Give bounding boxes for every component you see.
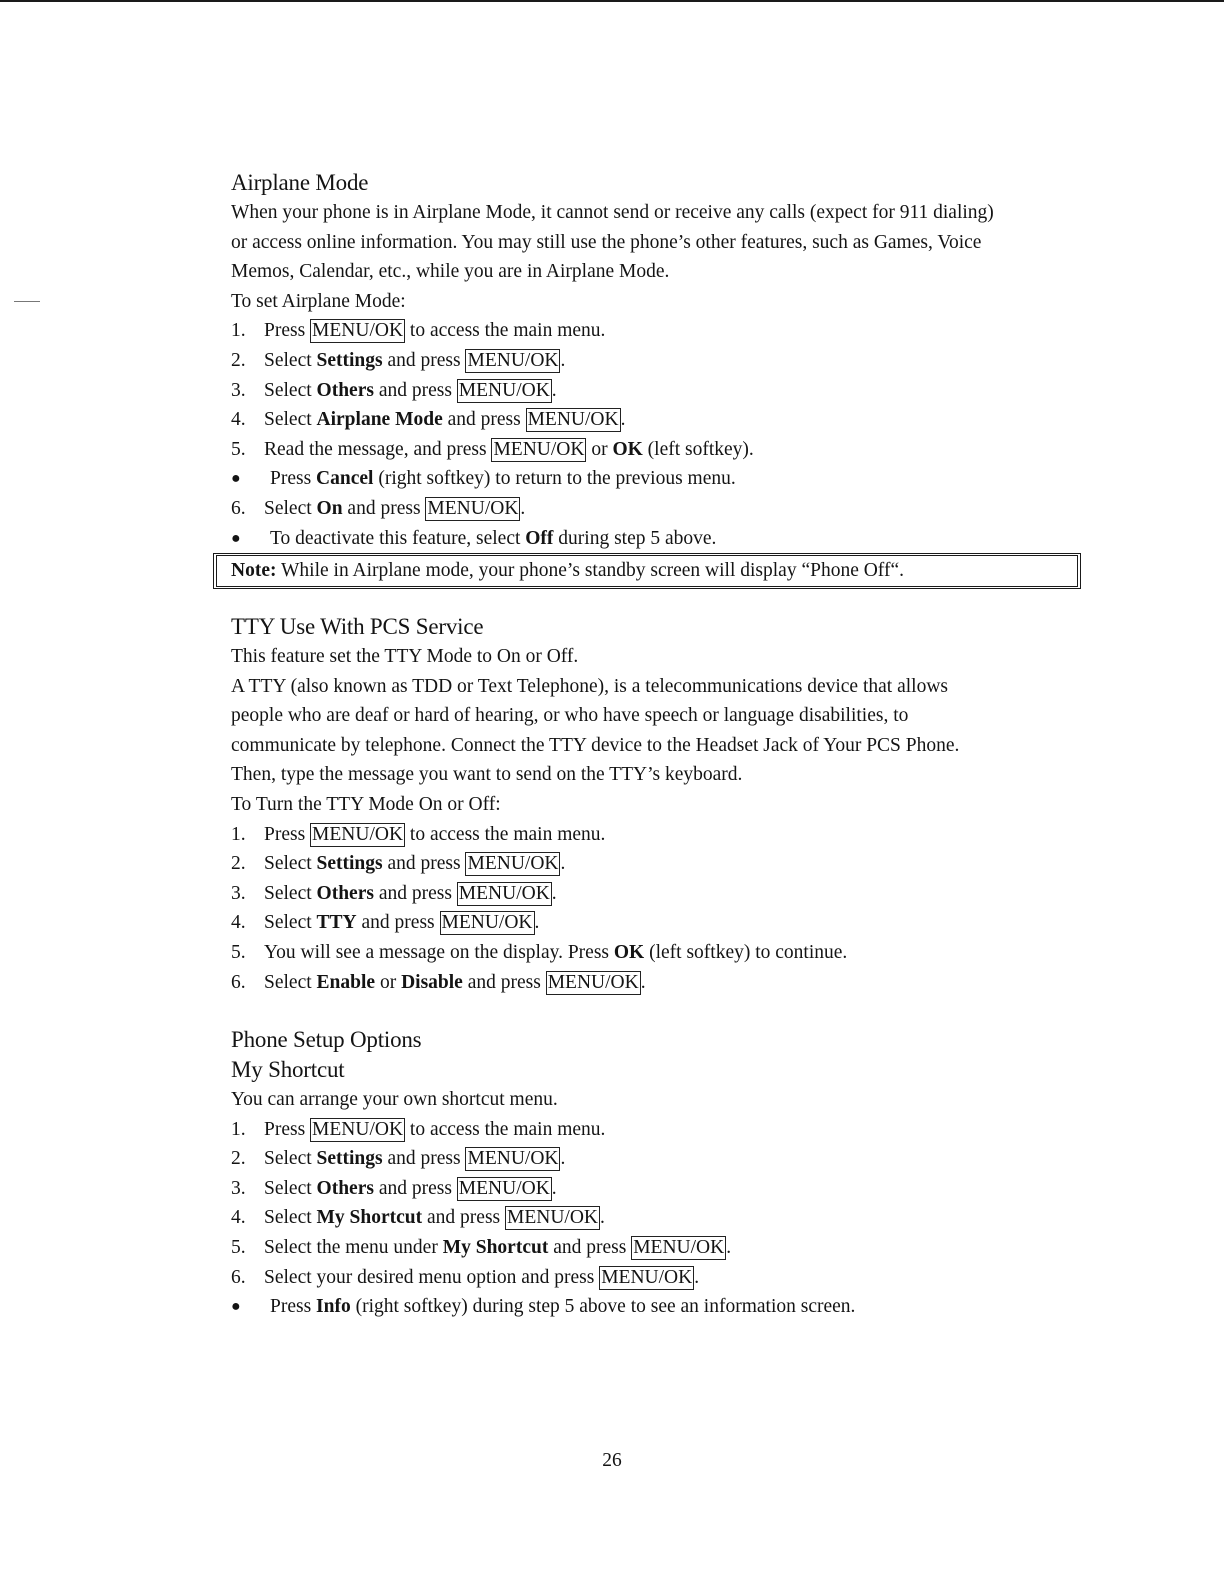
step-text: Select <box>264 912 317 934</box>
menu-ok-key: MENU/OK <box>312 1118 404 1140</box>
step-text: Select <box>264 409 317 431</box>
step-text: . <box>694 1266 700 1288</box>
airplane-step-1 <box>231 316 1071 346</box>
heading-my-shortcut: My Shortcut <box>231 1057 345 1082</box>
section-airplane-mode <box>231 168 1071 553</box>
step-bold: TTY <box>316 912 357 934</box>
bullet-icon: ● <box>231 470 241 488</box>
step-number: 1. <box>231 1118 246 1140</box>
tty-p1: This feature set the TTY Mode to On or Off. <box>231 646 579 667</box>
step-text: Select <box>264 853 317 875</box>
step-text: Press <box>264 320 311 342</box>
step-text: Select <box>264 882 317 904</box>
step-number: 6. <box>231 971 246 993</box>
step-number: 1. <box>231 823 246 845</box>
tty-p2-line: people who are deaf or hard of hearing, or who have speech or language disabilities, to <box>231 705 909 727</box>
step-text: and press <box>382 349 466 371</box>
menu-ok-key: MENU/OK <box>507 1207 599 1229</box>
airplane-step-4 <box>231 405 1071 435</box>
airplane-intro <box>231 198 1071 287</box>
step-bold: Info <box>316 1296 351 1318</box>
setup-step-4 <box>231 1203 1071 1233</box>
step-number: 5. <box>231 438 246 460</box>
step-text: and press <box>382 1148 466 1170</box>
airplane-note-box <box>213 553 1081 589</box>
step-text: . <box>726 1236 732 1258</box>
airplane-step-2 <box>231 346 1071 376</box>
step-text: (left softkey). <box>642 438 754 460</box>
step-bold: Airplane Mode <box>316 409 443 431</box>
tty-step-2 <box>231 849 1071 879</box>
step-text: or <box>375 971 402 993</box>
menu-ok-key: MENU/OK <box>458 379 550 401</box>
menu-ok-key: MENU/OK <box>467 349 559 371</box>
setup-step-3 <box>231 1174 1071 1204</box>
menu-ok-key: MENU/OK <box>633 1236 725 1258</box>
step-number: 3. <box>231 379 246 401</box>
step-number: 3. <box>231 1177 246 1199</box>
step-number: 5. <box>231 1236 246 1258</box>
step-text: Select <box>264 1207 317 1229</box>
tty-p2 <box>231 672 1071 790</box>
step-text: Select the menu under <box>264 1236 443 1258</box>
heading-phone-setup: Phone Setup Options <box>231 1027 422 1052</box>
step-bold: On <box>316 497 343 519</box>
step-text: Select <box>264 379 317 401</box>
tty-lead: To Turn the TTY Mode On or Off: <box>231 793 501 815</box>
step-number: 4. <box>231 912 246 934</box>
setup-step-2 <box>231 1144 1071 1174</box>
step-text: or <box>586 438 613 460</box>
step-bold: Others <box>316 379 374 401</box>
step-text: during step 5 above. <box>553 527 717 549</box>
step-bold: Others <box>316 1177 374 1199</box>
airplane-lead: To set Airplane Mode: <box>231 290 406 312</box>
tty-step-3 <box>231 879 1071 909</box>
airplane-step-5 <box>231 435 1071 465</box>
step-number: 4. <box>231 1207 246 1229</box>
step-text: . <box>560 349 566 371</box>
step-bold: Enable <box>316 971 376 993</box>
step-number: 6. <box>231 1266 246 1288</box>
step-text: Press <box>270 1296 317 1318</box>
top-rule <box>0 0 1224 2</box>
step-text: and press <box>442 409 526 431</box>
step-number: 2. <box>231 853 246 875</box>
step-text: and press <box>373 379 457 401</box>
step-text: . <box>640 971 646 993</box>
step-text: . <box>600 1207 605 1229</box>
step-bold: OK <box>613 941 645 963</box>
bullet-icon: ● <box>231 529 241 547</box>
step-text: . <box>620 409 626 431</box>
step-number: 2. <box>231 349 246 371</box>
step-number: 4. <box>231 409 246 431</box>
step-text: . <box>520 497 526 519</box>
airplane-intro-line: or access online information. You may still use the phone’s other features, such as Games, Voice <box>231 231 982 253</box>
step-text: and press <box>373 882 457 904</box>
section-tty <box>231 612 1071 997</box>
airplane-step-3 <box>231 376 1071 406</box>
tty-step-4 <box>231 908 1071 938</box>
step-number: 3. <box>231 882 246 904</box>
bullet-icon: ● <box>231 1298 241 1316</box>
step-text: and press <box>462 971 546 993</box>
airplane-intro-line: When your phone is in Airplane Mode, it cannot send or receive any calls (expect for 911 dialing) <box>231 202 994 223</box>
setup-step-1 <box>231 1115 1071 1145</box>
step-bold: Off <box>525 527 554 549</box>
tty-p2-line: communicate by telephone. Connect the TTY device to the Headset Jack of Your PCS Phone. <box>231 734 960 756</box>
step-text: (right softkey) to return to the previous menu. <box>373 468 736 490</box>
step-text: Select <box>264 349 317 371</box>
tty-step-1 <box>231 820 1071 850</box>
step-text: (right softkey) during step 5 above to see an information screen. <box>350 1296 856 1318</box>
step-text: . <box>534 912 540 934</box>
page-number: 26 <box>602 1450 622 1471</box>
step-text: Select <box>264 971 317 993</box>
step-text: and press <box>422 1207 506 1229</box>
note-text: While in Airplane mode, your phone’s standby screen will display “Phone Off“. <box>276 560 904 581</box>
menu-ok-key: MENU/OK <box>601 1266 693 1288</box>
step-number: 6. <box>231 497 246 519</box>
step-text: Select <box>264 1148 317 1170</box>
step-text: To deactivate this feature, select <box>270 527 526 549</box>
setup-bullet-1 <box>231 1292 1071 1322</box>
step-text: and press <box>382 853 466 875</box>
airplane-bullet-2 <box>231 524 1071 554</box>
step-text: and press <box>342 497 426 519</box>
menu-ok-key: MENU/OK <box>467 853 559 875</box>
menu-ok-key: MENU/OK <box>493 438 585 460</box>
step-bold: Settings <box>316 853 383 875</box>
note-label: Note: <box>231 560 277 581</box>
step-bold: My Shortcut <box>316 1207 423 1229</box>
tty-step-5 <box>231 938 1071 968</box>
tty-step-6 <box>231 968 1071 998</box>
menu-ok-key: MENU/OK <box>312 320 404 342</box>
menu-ok-key: MENU/OK <box>547 971 639 993</box>
step-bold: OK <box>612 438 643 460</box>
airplane-step-6 <box>231 494 1071 524</box>
step-text: to access the main menu. <box>405 823 606 845</box>
step-text: (left softkey) to continue. <box>644 941 848 963</box>
step-text: You will see a message on the display. Press <box>264 941 614 963</box>
step-text: Select <box>264 1177 317 1199</box>
setup-p1: You can arrange your own shortcut menu. <box>231 1089 558 1110</box>
step-text: and press <box>548 1236 632 1258</box>
tty-p2-line: A TTY (also known as TDD or Text Telephone), is a telecommunications device that allows <box>231 675 948 697</box>
airplane-bullet-1 <box>231 464 1071 494</box>
step-text: . <box>551 1177 557 1199</box>
step-number: 1. <box>231 320 246 342</box>
menu-ok-key: MENU/OK <box>427 497 519 519</box>
step-number: 2. <box>231 1148 246 1170</box>
step-bold: Settings <box>316 349 383 371</box>
step-number: 5. <box>231 941 246 963</box>
step-bold: Disable <box>401 971 463 993</box>
step-text: and press <box>356 912 440 934</box>
menu-ok-key: MENU/OK <box>312 823 404 845</box>
step-text: . <box>560 1148 566 1170</box>
step-text: Press <box>270 468 317 490</box>
menu-ok-key: MENU/OK <box>458 882 550 904</box>
menu-ok-key: MENU/OK <box>458 1177 550 1199</box>
step-bold: Settings <box>316 1148 383 1170</box>
step-text: . <box>551 379 557 401</box>
step-text: Read the message, and press <box>264 438 492 460</box>
tty-p2-line: Then, type the message you want to send on the TTY’s keyboard. <box>231 764 743 786</box>
heading-airplane-mode: Airplane Mode <box>231 170 369 195</box>
step-text: Select your desired menu option and press <box>264 1266 600 1288</box>
heading-tty: TTY Use With PCS Service <box>231 614 484 639</box>
step-text: . <box>560 853 566 875</box>
step-bold: Cancel <box>316 468 374 490</box>
setup-step-5 <box>231 1233 1071 1263</box>
step-text: Select <box>264 497 317 519</box>
menu-ok-key: MENU/OK <box>441 912 533 934</box>
step-text: to access the main menu. <box>405 1118 606 1140</box>
step-text: and press <box>373 1177 457 1199</box>
step-text: Press <box>264 823 311 845</box>
step-text: Press <box>264 1118 311 1140</box>
step-bold: My Shortcut <box>442 1236 549 1258</box>
section-phone-setup <box>231 1025 1071 1322</box>
step-text: to access the main menu. <box>405 320 606 342</box>
setup-step-6 <box>231 1263 1071 1293</box>
step-text: . <box>551 882 557 904</box>
margin-mark <box>14 301 40 302</box>
step-bold: Others <box>316 882 374 904</box>
menu-ok-key: MENU/OK <box>467 1148 559 1170</box>
menu-ok-key: MENU/OK <box>527 409 619 431</box>
airplane-intro-line: Memos, Calendar, etc., while you are in Airplane Mode. <box>231 261 670 283</box>
